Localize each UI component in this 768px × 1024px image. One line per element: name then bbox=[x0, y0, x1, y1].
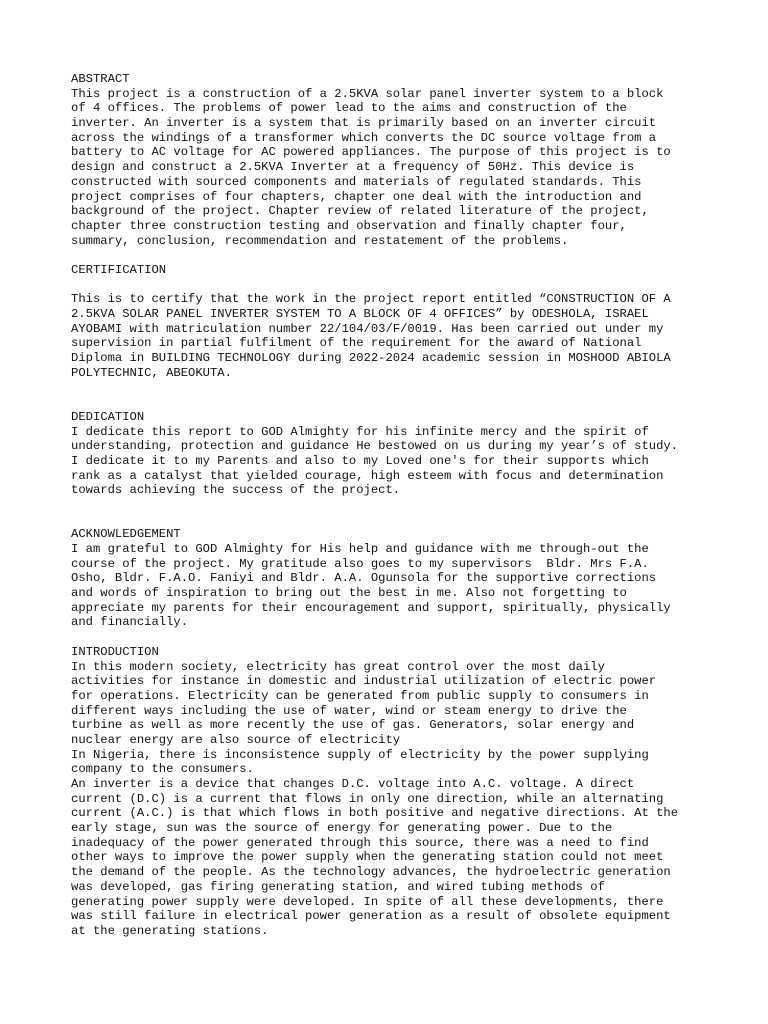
certification-line: AYOBAMI with matriculation number 22/104/03/F/0019. Has been carried out under my bbox=[71, 321, 664, 336]
dedication-line: towards achieving the success of the project. bbox=[71, 483, 401, 498]
introduction-line: In this modern society, electricity has great control over the most daily bbox=[71, 659, 605, 674]
introduction-line: nuclear energy are also source of electricity bbox=[71, 732, 401, 747]
introduction-line: activities for instance in domestic and industrial utilization of electric power bbox=[71, 674, 657, 689]
abstract-line: of 4 offices. The problems of power lead to the aims and construction of the bbox=[71, 101, 627, 116]
spacer bbox=[71, 380, 768, 395]
spacer bbox=[71, 278, 768, 293]
certification-section bbox=[71, 263, 768, 381]
dedication-line: I dedicate it to my Parents and also to my Loved one's for their supports which bbox=[71, 453, 649, 468]
dedication-line: rank as a catalyst that yielded courage, high esteem with focus and determination bbox=[71, 468, 664, 483]
abstract-line: constructed with sourced components and materials of regulated standards. This bbox=[71, 174, 642, 189]
abstract-line: This project is a construction of a 2.5KVA solar panel inverter system to a block bbox=[71, 86, 664, 101]
abstract-line: across the windings of a transformer which converts the DC source voltage from a bbox=[71, 130, 657, 145]
dedication-heading: DEDICATION bbox=[71, 409, 145, 424]
abstract-line: project comprises of four chapters, chapter one deal with the introduction and bbox=[71, 189, 642, 204]
abstract-line: summary, conclusion, recommendation and restatement of the problems. bbox=[71, 233, 569, 248]
introduction-line: An inverter is a device that changes D.C. voltage into A.C. voltage. A direct bbox=[71, 777, 635, 791]
introduction-line: other ways to improve the power supply when the generating station could not meet bbox=[71, 850, 664, 865]
abstract-section bbox=[71, 72, 768, 248]
spacer bbox=[71, 498, 768, 513]
introduction-line: was developed, gas firing generating station, and wired tubing methods of bbox=[71, 879, 605, 894]
introduction-line: inadequacy of the power generated through this source, there was a need to find bbox=[71, 835, 649, 850]
introduction-heading: INTRODUCTION bbox=[71, 644, 159, 659]
spacer bbox=[71, 248, 768, 263]
introduction-line: In Nigeria, there is inconsistence supply of electricity by the power supplying bbox=[71, 747, 649, 762]
acknowledgement-section bbox=[71, 527, 768, 630]
introduction-line: turbine as well as more recently the use of gas. Generators, solar energy and bbox=[71, 718, 635, 733]
spacer bbox=[71, 395, 768, 410]
acknowledgement-line: and financially. bbox=[71, 615, 189, 630]
abstract-line: background of the project. Chapter review of related literature of the project, bbox=[71, 204, 649, 219]
introduction-line: for operations. Electricity can be generated from public supply to consumers in bbox=[71, 688, 649, 703]
certification-heading: CERTIFICATION bbox=[71, 262, 167, 277]
dedication-line: understanding, protection and guidance He bestowed on us during my year’s of study. bbox=[71, 439, 679, 454]
abstract-line: chapter three construction testing and observation and finally chapter four, bbox=[71, 218, 627, 233]
acknowledgement-heading: ACKNOWLEDGEMENT bbox=[71, 527, 181, 542]
certification-line: This is to certify that the work in the project report entitled “CONSTRUCTION OF A bbox=[71, 292, 671, 307]
abstract-line: design and construct a 2.5KVA Inverter at a frequency of 50Hz. This device is bbox=[71, 160, 635, 175]
introduction-line: at the generating stations. bbox=[71, 923, 269, 938]
introduction-section bbox=[71, 645, 768, 939]
introduction-line: current (D.C) is a current that flows in only one direction, while an alternating bbox=[71, 791, 664, 806]
introduction-line: early stage, sun was the source of energy for generating power. Due to the bbox=[71, 821, 613, 836]
introduction-line: generating power supply were developed. In spite of all these developments, there bbox=[71, 894, 664, 909]
certification-line: POLYTECHNIC, ABEOKUTA. bbox=[71, 365, 232, 380]
certification-line: supervision in partial fulfilment of the requirement for the award of National bbox=[71, 336, 642, 351]
abstract-line: battery to AC voltage for AC powered appliances. The purpose of this project is to bbox=[71, 145, 671, 160]
dedication-line: I dedicate this report to GOD Almighty for his infinite mercy and the spirit of bbox=[71, 424, 649, 439]
introduction-line: was still failure in electrical power generation as a result of obsolete equipment bbox=[71, 909, 671, 924]
acknowledgement-line: I am grateful to GOD Almighty for His help and guidance with me through-out the bbox=[71, 542, 649, 556]
acknowledgement-line: Osho, Bldr. F.A.O. Faniyi and Bldr. A.A. Ogunsola for the supportive corrections bbox=[71, 571, 657, 586]
introduction-line: the demand of the people. As the technology advances, the hydroelectric generation bbox=[71, 865, 671, 880]
spacer bbox=[71, 630, 768, 645]
acknowledgement-line: appreciate my parents for their encouragement and support, spiritually, physically bbox=[71, 600, 671, 615]
abstract-line: inverter. An inverter is a system that is primarily based on an inverter circuit bbox=[71, 116, 657, 131]
introduction-line: different ways including the use of water, wind or steam energy to drive the bbox=[71, 703, 627, 718]
spacer bbox=[71, 513, 768, 528]
abstract-heading: ABSTRACT bbox=[71, 72, 130, 86]
certification-line: Diploma in BUILDING TECHNOLOGY during 2022-2024 academic session in MOSHOOD ABIOLA bbox=[71, 351, 671, 366]
introduction-line: current (A.C.) is that which flows in both positive and negative directions. At the bbox=[71, 806, 679, 821]
certification-line: 2.5KVA SOLAR PANEL INVERTER SYSTEM TO A BLOCK OF 4 OFFICES” by ODESHOLA, ISRAEL bbox=[71, 307, 649, 321]
dedication-section bbox=[71, 410, 768, 498]
acknowledgement-line: and words of inspiration to bring out the best in me. Also not forgetting to bbox=[71, 586, 627, 601]
acknowledgement-line: course of the project. My gratitude also goes to my supervisors Bldr. Mrs F.A. bbox=[71, 556, 649, 571]
introduction-line: company to the consumers. bbox=[71, 762, 254, 777]
